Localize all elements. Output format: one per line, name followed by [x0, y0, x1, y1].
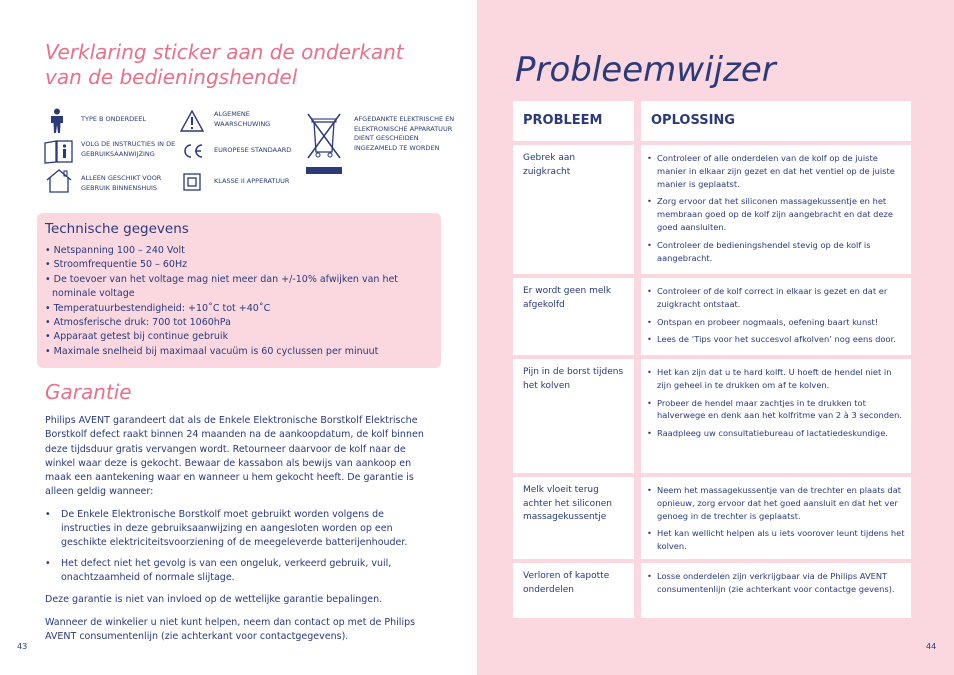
- garantie-contact: Wanneer de winkelier u niet kunt helpen, neem dan contact op met de Philips AVENT consumentenlijn (zie achterkant voor contactgegevens).: [45, 616, 416, 642]
- condition-text: Het defect niet het gevolg is van een ongeluk, verkeerd gebruik, vuil, onachtzaamheid of normale slijtage.: [61, 557, 392, 583]
- solution-text: Het kan zijn dat u te hard kolft. U hoeft de hendel niet in zijn geheel in te drukken om af te kolven.: [657, 367, 892, 390]
- solution-text: Raadpleeg uw consultatiebureau of lactatiedeskundige.: [657, 428, 888, 439]
- solution-text: Lees de ‘Tips voor het succesvol afkolven’ nog eens door.: [657, 334, 896, 345]
- condition-text: De Enkele Elektronische Borstkolf moet gebruikt worden volgens de instructies in deze gebruiksaanwijzing en aangesloten worden op een geschikte elektriciteitsvoorziening of de meegeleverde batterijenhouder.: [61, 508, 408, 549]
- tech-item: • Apparaat getest bij continue gebruik: [45, 331, 229, 343]
- solution-item: [647, 527, 905, 553]
- problem-cell: Melk vloeit terug achter het siliconen massagekussentje: [513, 477, 634, 559]
- solution-item: [647, 484, 905, 522]
- problem-cell: Verloren of kapotte onderdelen: [513, 563, 634, 618]
- garantie-intro: Philips AVENT garandeert dat als de Enkele Elektronische Borstkolf Elektrische Borstkolf defect raakt binnen 24 maanden na de aankoopdatum, de kolf binnen deze tijdsduur gratis vervangen wordt. Retourneer daarvoor de kolf naar de winkel waar deze is gekocht. Bewaar de kassabon als bewijs van aankoop en maak een aantekening waar en wanneer u hem gekocht heeft. De garantie is alleen geldig wanneer:: [45, 415, 424, 498]
- tech-item: • Stroomfrequentie 50 – 60Hz: [45, 259, 188, 271]
- garantie-title: Garantie: [45, 380, 132, 404]
- sticker-title: Verklaring sticker aan de onderkant van de bedieningshendel: [45, 40, 404, 89]
- list-item: • Het defect niet het gevolg is van een ongeluk, verkeerd gebruik, vuil, onachtzaamheid of normale slijtage.: [45, 557, 430, 586]
- house-icon: [45, 168, 73, 194]
- problem-cell: Pijn in de borst tijdens het kolven: [513, 359, 634, 473]
- symbol-label-weee: AFGEDANKTE ELEKTRISCHE EN ELEKTRONISCHE APPARATUUR DIENT GESCHEIDEN INGEZAMELD TE WORDEN: [354, 115, 455, 152]
- tech-item: • Maximale snelheid bij maximaal vacuüm is 60 cyclussen per minuut: [45, 345, 379, 357]
- page-number-left: 43: [17, 642, 28, 651]
- probleemwijzer-title: Probleemwijzer: [515, 50, 776, 90]
- technical-data-list: [45, 244, 433, 359]
- solution-text: Zorg ervoor dat het siliconen massagekussentje en het membraan goed op de kolf zijn aangebracht en dat deze goed aansluiten.: [657, 196, 894, 232]
- bullet: •: [647, 428, 652, 439]
- garantie-statutory: Deze garantie is niet van invloed op de wettelijke garantie bepalingen.: [45, 594, 383, 606]
- symbol-label-type-b: TYPE B ONDERDEEL: [81, 115, 147, 123]
- solution-text: Controleer of alle onderdelen van de kolf op de juiste manier in elkaar zijn gezet en dat het ventiel op de juiste manier is geplaatst.: [657, 153, 895, 189]
- symbol-label-manual: VOLG DE INSTRUCTIES IN DE GEBRUIKSAANWIJZING: [81, 140, 176, 158]
- tech-item: • De toevoer van het voltage mag niet meer dan +/-10% afwijken van het nominale voltage: [45, 273, 399, 300]
- symbol-label-warning: ALGEMENE WAARSCHUWING: [214, 110, 271, 128]
- solution-cell: [641, 477, 911, 559]
- ce-mark-icon: [181, 143, 205, 159]
- bullet: •: [647, 334, 652, 345]
- problem-cell: Er wordt geen melk afgekolfd: [513, 278, 634, 355]
- bullet: •: [647, 316, 652, 327]
- bullet: •: [647, 397, 652, 408]
- solution-item: [647, 427, 905, 440]
- warning-icon: [180, 110, 204, 132]
- solution-text: Probeer de hendel maar zachtjes in te drukken tot halverwege en denk aan het kolfritme van 2 à 3 seconden.: [657, 397, 903, 421]
- tech-item: • Temperatuurbestendigheid: +10˚C tot +40˚C: [45, 302, 271, 314]
- page-number-right: 44: [926, 642, 937, 651]
- solution-text: Ontspan en probeer nogmaals, oefening baart kunst!: [657, 316, 879, 327]
- crossed-bin-icon: [304, 110, 344, 175]
- solution-text: Controleer of de kolf correct in elkaar is gezet en dat er zuigkracht ontstaat.: [657, 286, 888, 309]
- bullet: •: [647, 286, 652, 296]
- problem-cell: Gebrek aan zuigkracht: [513, 145, 634, 274]
- garantie-conditions: [45, 508, 430, 585]
- class-ii-icon: [183, 173, 201, 191]
- solution-cell: [641, 145, 911, 274]
- solution-item: [647, 333, 905, 346]
- person-icon: [47, 108, 67, 134]
- column-header-solution: OPLOSSING: [641, 101, 911, 141]
- solution-cell: [641, 359, 911, 473]
- bullet: •: [647, 196, 652, 207]
- bullet: •: [647, 153, 652, 163]
- bullet: •: [647, 571, 652, 581]
- solution-item: [647, 397, 905, 423]
- bullet: •: [647, 528, 652, 539]
- solution-cell: [641, 278, 911, 355]
- garantie-body: [45, 414, 430, 652]
- solution-item: [647, 152, 905, 190]
- tech-item: • Netspanning 100 – 240 Volt: [45, 245, 185, 256]
- solution-item: [647, 285, 905, 311]
- symbol-label-class-ii: KLASSE II APPERATUUR: [214, 177, 290, 185]
- bullet: •: [647, 239, 652, 250]
- solution-text: Het kan wellicht helpen als u iets voorover leunt tijdens het kolven.: [657, 528, 905, 552]
- solution-item: [647, 239, 905, 265]
- bullet: •: [647, 367, 652, 377]
- solution-item: [647, 195, 905, 233]
- solution-text: Controleer de bedieningshendel stevig op de kolf is aangebracht.: [657, 239, 871, 263]
- column-header-problem: PROBLEEM: [513, 101, 634, 141]
- solution-cell: [641, 563, 911, 618]
- solution-text: Losse onderdelen zijn verkrijgbaar via de Philips AVENT consumentenlijn (zie achterkant voor contactge gevens).: [657, 571, 895, 594]
- technical-data-title: Technische gegevens: [45, 221, 189, 237]
- technical-data-box: [37, 213, 441, 368]
- solution-item: [647, 570, 905, 596]
- solution-text: Neem het massagekussentje van de trechter en plaats dat opnieuw, zorg ervoor dat het goed aansluit en dat het ver genoeg in de trechter is geplaatst.: [657, 485, 902, 521]
- solution-item: [647, 366, 905, 392]
- symbol-label-indoor: ALLEEN GESCHIKT VOOR GEBRUIK BINNENSHUIS: [81, 174, 162, 192]
- solution-item: [647, 316, 905, 329]
- manual-info-icon: [44, 140, 74, 164]
- tech-item: • Atmosferische druk: 700 tot 1060hPa: [45, 317, 231, 329]
- symbol-label-ce: EUROPESE STANDAARD: [214, 146, 292, 154]
- bullet: •: [647, 485, 652, 495]
- list-item: • De Enkele Elektronische Borstkolf moet gebruikt worden volgens de instructies in deze gebruiksaanwijzing en aangesloten worden op een geschikte elektriciteitsvoorziening of de meegeleverde batterijenhouder.: [45, 508, 430, 551]
